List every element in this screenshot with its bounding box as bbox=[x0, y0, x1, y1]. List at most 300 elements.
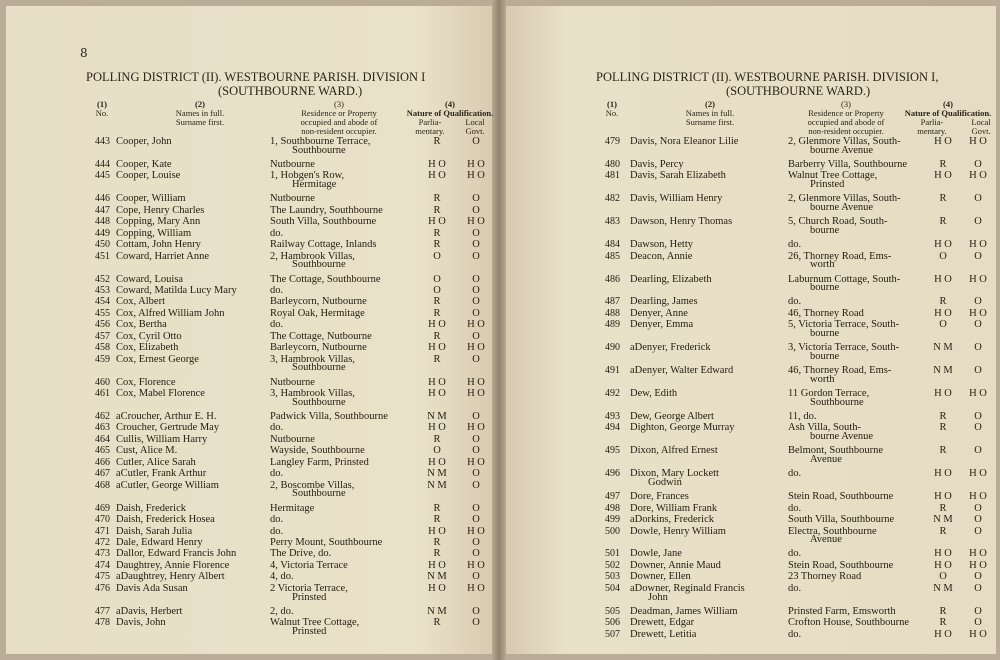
entry-residence: do. bbox=[788, 239, 802, 251]
entry-residence: do. bbox=[270, 525, 284, 537]
entry-local: H O bbox=[969, 548, 987, 560]
entry-name: Cooper, Kate bbox=[116, 158, 172, 170]
entry-residence: 46, Thorney Road, Ems- bbox=[788, 365, 892, 377]
entry-name: aDorkins, Frederick bbox=[630, 514, 714, 525]
entry-number: 498 bbox=[605, 502, 620, 514]
entry-residence-cont: Prinsted bbox=[810, 179, 845, 191]
entry-name: Dowle, Henry William bbox=[630, 525, 726, 537]
entry-local: O bbox=[472, 514, 480, 525]
col-num-marker: (3) bbox=[841, 99, 851, 109]
entry-parliamentary: R bbox=[433, 502, 441, 514]
entry-residence-cont: Avenue bbox=[810, 534, 842, 546]
entry-parliamentary: O bbox=[939, 571, 947, 583]
col-num-marker: (4) bbox=[943, 99, 953, 109]
entry-residence-cont: worth bbox=[810, 259, 835, 271]
entry-residence: The Cottage, Nutbourne bbox=[270, 330, 372, 342]
entry-name: Deacon, Annie bbox=[630, 250, 693, 262]
entry-parliamentary: H O bbox=[428, 559, 446, 571]
entry-parliamentary: O bbox=[433, 250, 441, 262]
entry-local: H O bbox=[467, 422, 485, 434]
entry-parliamentary: R bbox=[433, 239, 441, 251]
col-num-marker: (1) bbox=[607, 99, 617, 109]
entry-local: O bbox=[472, 433, 480, 445]
entry-name: Coward, Louisa bbox=[116, 273, 184, 285]
entry-number: 460 bbox=[95, 376, 110, 388]
right-col-qualification-head bbox=[902, 100, 994, 118]
entry-local: H O bbox=[467, 342, 485, 354]
entry-residence-cont: Prinsted bbox=[292, 591, 327, 603]
left-col-residence-head bbox=[284, 100, 394, 136]
entry-residence: 2, Glenmore Villas, South- bbox=[788, 193, 901, 205]
entry-local: O bbox=[974, 250, 982, 262]
entry-number: 454 bbox=[95, 296, 110, 308]
entry-number: 471 bbox=[95, 525, 110, 537]
entry-residence: Belmont, Southbourne bbox=[788, 445, 884, 457]
entry-parliamentary: N M bbox=[427, 479, 447, 491]
entry-name: aDaughtrey, Henry Albert bbox=[116, 571, 225, 583]
entry-residence-cont: bourne Avenue bbox=[810, 431, 874, 443]
entry-number: 464 bbox=[95, 433, 110, 445]
entry-local: O bbox=[974, 365, 982, 377]
left-header-ward: (SOUTHBOURNE WARD.) bbox=[218, 84, 363, 98]
entry-parliamentary: N M bbox=[933, 514, 953, 525]
entry-number: 448 bbox=[95, 216, 110, 228]
entry-local: O bbox=[472, 502, 480, 514]
entry-parliamentary: R bbox=[433, 353, 441, 365]
entry-local: O bbox=[472, 136, 480, 147]
col-label: mentary. bbox=[415, 126, 445, 136]
entry-name: Dawson, Henry Thomas bbox=[630, 216, 733, 228]
entry-residence: 1, Hobgen's Row, bbox=[270, 170, 345, 182]
entry-residence: Royal Oak, Hermitage bbox=[270, 307, 365, 319]
entry-name: aCutler, George William bbox=[116, 479, 219, 491]
entry-name: Cooper, William bbox=[116, 193, 186, 205]
entry-local: O bbox=[472, 204, 480, 216]
col-label: Local bbox=[971, 117, 991, 127]
entry-name: Davis, Sarah Elizabeth bbox=[630, 170, 726, 182]
entry-number: 491 bbox=[605, 365, 620, 377]
entry-name: Dallor, Edward Francis John bbox=[116, 548, 237, 560]
entry-number: 451 bbox=[95, 250, 110, 262]
entry-name: Denyer, Anne bbox=[630, 307, 688, 319]
entry-residence: Walnut Tree Cottage, bbox=[270, 617, 360, 629]
entry-number: 485 bbox=[605, 250, 620, 262]
entry-local: H O bbox=[969, 491, 987, 503]
entry-number: 470 bbox=[95, 514, 110, 525]
col-label: Surname first. bbox=[685, 117, 735, 127]
entry-name: Cox, Cyril Otto bbox=[116, 330, 182, 342]
col-label: Parlia- bbox=[920, 117, 944, 127]
entry-residence-cont: worth bbox=[810, 373, 835, 385]
entry-residence: Railway Cottage, Inlands bbox=[270, 239, 377, 251]
entry-local: H O bbox=[969, 559, 987, 571]
entry-residence-cont: bourne bbox=[810, 282, 840, 294]
entry-name: Cope, Henry Charles bbox=[116, 204, 205, 216]
left-col-qualification-head bbox=[400, 100, 500, 118]
entry-residence-cont: Southbourne bbox=[292, 396, 346, 408]
entry-residence-cont: Hermitage bbox=[292, 179, 337, 191]
entry-residence: do. bbox=[270, 422, 284, 434]
entry-parliamentary: R bbox=[939, 296, 947, 308]
entry-parliamentary: R bbox=[433, 514, 441, 525]
entry-name: Dearling, James bbox=[630, 296, 698, 308]
entry-parliamentary: R bbox=[939, 617, 947, 629]
entry-residence: do. bbox=[270, 227, 284, 239]
entry-number: 483 bbox=[605, 216, 620, 228]
entry-residence: Langley Farm, Prinsted bbox=[270, 456, 369, 468]
entry-number: 505 bbox=[605, 605, 620, 617]
entry-local: O bbox=[472, 468, 480, 480]
entry-local: H O bbox=[467, 388, 485, 399]
entry-residence: Hermitage bbox=[270, 502, 315, 514]
entry-local: O bbox=[472, 227, 480, 239]
entry-local: O bbox=[472, 307, 480, 319]
entry-name: Drewett, Edgar bbox=[630, 617, 695, 629]
entry-local: H O bbox=[969, 307, 987, 319]
entry-number: 459 bbox=[95, 353, 110, 365]
left-col-number-head bbox=[88, 100, 116, 118]
entry-name: Davis, Percy bbox=[630, 158, 684, 170]
col-label: Parlia- bbox=[418, 117, 442, 127]
entry-residence: Wayside, Southbourne bbox=[270, 445, 365, 457]
entry-parliamentary: N M bbox=[427, 605, 447, 617]
entry-residence: do. bbox=[788, 502, 802, 514]
entry-residence: 3, Victoria Terrace, South- bbox=[788, 342, 900, 354]
entry-parliamentary: H O bbox=[428, 216, 446, 228]
entry-number: 487 bbox=[605, 296, 620, 308]
entry-residence: Stein Road, Southbourne bbox=[788, 491, 894, 503]
entry-residence: 2, Glenmore Villas, South- bbox=[788, 136, 901, 147]
entry-local: O bbox=[472, 548, 480, 560]
entry-name: Dew, Edith bbox=[630, 388, 678, 399]
entry-name: Cooper, John bbox=[116, 136, 172, 147]
entry-name: Coward, Matilda Lucy Mary bbox=[116, 284, 237, 296]
entry-parliamentary: H O bbox=[428, 456, 446, 468]
right-col-parliamentary-head bbox=[912, 118, 952, 136]
entry-name: Cox, Alfred William John bbox=[116, 307, 225, 319]
entry-parliamentary: R bbox=[433, 548, 441, 560]
entry-local: H O bbox=[969, 388, 987, 399]
entry-number: 503 bbox=[605, 571, 620, 583]
entry-number: 469 bbox=[95, 502, 110, 514]
entry-parliamentary: H O bbox=[428, 525, 446, 537]
entry-parliamentary: R bbox=[433, 227, 441, 239]
entry-parliamentary: H O bbox=[934, 239, 952, 251]
entry-number: 467 bbox=[95, 468, 110, 480]
col-label: Surname first. bbox=[175, 117, 225, 127]
entry-residence: The Cottage, Southbourne bbox=[270, 273, 381, 285]
entry-number: 480 bbox=[605, 158, 620, 170]
entry-local: H O bbox=[467, 376, 485, 388]
entry-residence: do. bbox=[788, 548, 802, 560]
entry-name: Croucher, Gertrude May bbox=[116, 422, 220, 434]
entry-parliamentary: R bbox=[939, 216, 947, 228]
entry-number: 501 bbox=[605, 548, 620, 560]
entry-residence: South Villa, Southbourne bbox=[788, 514, 895, 525]
entry-number: 466 bbox=[95, 456, 110, 468]
entry-local: O bbox=[974, 605, 982, 617]
col-label: non-resident occupier. bbox=[301, 126, 377, 136]
entry-name: Cottam, John Henry bbox=[116, 239, 201, 251]
entry-local: O bbox=[472, 617, 480, 629]
entry-parliamentary: R bbox=[939, 445, 947, 457]
entry-residence: Nutbourne bbox=[270, 193, 315, 205]
entry-name: Davis, William Henry bbox=[630, 193, 723, 205]
entry-local: O bbox=[974, 502, 982, 514]
entry-number: 494 bbox=[605, 422, 620, 434]
col-label: non-resident occupier. bbox=[808, 126, 884, 136]
entry-local: O bbox=[472, 239, 480, 251]
entry-residence: Nutbourne bbox=[270, 158, 315, 170]
entry-parliamentary: R bbox=[939, 410, 947, 422]
left-col-local-head bbox=[460, 118, 490, 136]
entry-number: 457 bbox=[95, 330, 110, 342]
entry-number: 497 bbox=[605, 491, 620, 503]
entry-residence-cont: Southbourne bbox=[810, 396, 864, 408]
col-num-marker: (2) bbox=[705, 99, 715, 109]
col-label: Names in full. bbox=[175, 108, 225, 118]
entry-residence: do. bbox=[788, 582, 802, 594]
col-label: occupied and abode of bbox=[300, 117, 378, 127]
entry-number: 443 bbox=[95, 136, 110, 147]
entry-name: Daughtrey, Annie Florence bbox=[116, 559, 230, 571]
entry-number: 468 bbox=[95, 479, 110, 491]
entry-residence: 5, Church Road, South- bbox=[788, 216, 888, 228]
entry-name: Daish, Sarah Julia bbox=[116, 525, 193, 537]
entry-number: 450 bbox=[95, 239, 110, 251]
entry-number: 444 bbox=[95, 158, 110, 170]
entry-parliamentary: R bbox=[433, 204, 441, 216]
entry-local: O bbox=[974, 582, 982, 594]
entry-parliamentary: H O bbox=[934, 548, 952, 560]
entry-local: O bbox=[472, 296, 480, 308]
left-col-parliamentary-head bbox=[412, 118, 448, 136]
entry-local: H O bbox=[969, 170, 987, 182]
entry-local: H O bbox=[467, 170, 485, 182]
entry-parliamentary: R bbox=[939, 422, 947, 434]
entry-parliamentary: N M bbox=[933, 342, 953, 354]
entry-residence: 26, Thorney Road, Ems- bbox=[788, 250, 892, 262]
entry-local: O bbox=[472, 250, 480, 262]
entry-parliamentary: H O bbox=[934, 170, 952, 182]
entry-residence-cont: Avenue bbox=[810, 454, 842, 466]
entry-local: O bbox=[472, 330, 480, 342]
entry-number: 507 bbox=[605, 628, 620, 640]
left-header-title: POLLING DISTRICT (II). WESTBOURNE PARISH. DIVISION I bbox=[86, 70, 426, 84]
entry-residence: Prinsted Farm, Emsworth bbox=[788, 605, 896, 617]
entry-name-cont: Godwin bbox=[648, 477, 682, 489]
entry-name: Downer, Annie Maud bbox=[630, 559, 721, 571]
entry-parliamentary: H O bbox=[428, 342, 446, 354]
col-num-marker: (1) bbox=[97, 99, 107, 109]
entry-parliamentary: H O bbox=[428, 582, 446, 594]
entry-parliamentary: R bbox=[433, 433, 441, 445]
entry-residence: Barleycorn, Nutbourne bbox=[270, 296, 367, 308]
entry-parliamentary: H O bbox=[934, 468, 952, 480]
col-label: No. bbox=[605, 108, 619, 118]
entry-local: O bbox=[974, 158, 982, 170]
col-label: Govt. bbox=[971, 126, 991, 136]
entry-name: Daish, Frederick bbox=[116, 502, 186, 514]
entry-residence: do. bbox=[788, 628, 802, 640]
entry-residence: do. bbox=[270, 284, 284, 296]
entry-parliamentary: R bbox=[939, 525, 947, 537]
entry-name: Davis Ada Susan bbox=[116, 582, 188, 594]
entry-number: 453 bbox=[95, 284, 110, 296]
entry-name: Cutler, Alice Sarah bbox=[116, 456, 196, 468]
entry-residence: Nutbourne bbox=[270, 376, 315, 388]
entry-residence-cont: Southbourne bbox=[292, 488, 346, 500]
entry-parliamentary: R bbox=[433, 296, 441, 308]
entry-residence: Electra, Southbourne bbox=[788, 525, 877, 537]
entry-name: aCroucher, Arthur E. H. bbox=[116, 410, 217, 422]
entry-local: H O bbox=[969, 468, 987, 480]
book-gutter bbox=[492, 0, 506, 660]
entry-name: Daish, Frederick Hosea bbox=[116, 514, 215, 525]
entry-parliamentary: H O bbox=[934, 307, 952, 319]
entry-parliamentary: R bbox=[433, 536, 441, 548]
entry-parliamentary: O bbox=[433, 273, 441, 285]
entry-name: Coward, Harriet Anne bbox=[116, 250, 210, 262]
entry-parliamentary: H O bbox=[428, 376, 446, 388]
entry-name: Davis, Nora Eleanor Lilie bbox=[630, 136, 739, 147]
entry-residence: do. bbox=[788, 468, 802, 480]
entry-parliamentary: H O bbox=[428, 319, 446, 331]
entry-number: 484 bbox=[605, 239, 620, 251]
entry-parliamentary: R bbox=[433, 617, 441, 629]
entry-parliamentary: R bbox=[939, 605, 947, 617]
entry-number: 449 bbox=[95, 227, 110, 239]
entry-number: 458 bbox=[95, 342, 110, 354]
col-label: mentary. bbox=[917, 126, 947, 136]
entry-number: 481 bbox=[605, 170, 620, 182]
entry-parliamentary: N M bbox=[427, 410, 447, 422]
entry-parliamentary: H O bbox=[934, 491, 952, 503]
entry-local: O bbox=[472, 193, 480, 205]
entry-parliamentary: O bbox=[433, 284, 441, 296]
entry-number: 495 bbox=[605, 445, 620, 457]
left-col-name-head bbox=[140, 100, 260, 127]
entry-residence: Barberry Villa, Southbourne bbox=[788, 158, 908, 170]
entry-residence: do. bbox=[270, 468, 284, 480]
entry-parliamentary: O bbox=[939, 250, 947, 262]
entry-residence: 1, Southbourne Terrace, bbox=[270, 136, 371, 147]
entry-name: aDenyer, Walter Edward bbox=[630, 365, 734, 377]
entry-number: 445 bbox=[95, 170, 110, 182]
entry-name: Downer, Ellen bbox=[630, 571, 691, 583]
entry-number: 482 bbox=[605, 193, 620, 205]
page-number: 8 bbox=[80, 46, 88, 60]
entry-local: H O bbox=[969, 273, 987, 285]
entry-name: Dore, William Frank bbox=[630, 502, 718, 514]
entry-residence: Ash Villa, South- bbox=[788, 422, 861, 434]
entry-number: 446 bbox=[95, 193, 110, 205]
entry-residence: 5, Victoria Terrace, South- bbox=[788, 319, 900, 331]
entry-number: 488 bbox=[605, 307, 620, 319]
entry-residence-cont: bourne Avenue bbox=[810, 144, 874, 156]
entry-number: 472 bbox=[95, 536, 110, 548]
entry-local: H O bbox=[467, 216, 485, 228]
entry-name: Drewett, Letitia bbox=[630, 628, 697, 640]
entry-residence: 4, do. bbox=[270, 571, 294, 583]
entry-name: aDenyer, Frederick bbox=[630, 342, 711, 354]
entry-residence: do. bbox=[788, 296, 802, 308]
entry-local: H O bbox=[969, 628, 987, 640]
entry-residence: Nutbourne bbox=[270, 433, 315, 445]
entry-residence: The Laundry, Southbourne bbox=[270, 204, 383, 216]
entry-name: Cox, Albert bbox=[116, 296, 165, 308]
entry-number: 465 bbox=[95, 445, 110, 457]
entry-parliamentary: H O bbox=[934, 559, 952, 571]
entry-name: Cooper, Louise bbox=[116, 170, 181, 182]
col-label: Residence or Property bbox=[808, 108, 884, 118]
entry-parliamentary: N M bbox=[933, 365, 953, 377]
entry-residence: South Villa, Southbourne bbox=[270, 216, 377, 228]
entry-number: 474 bbox=[95, 559, 110, 571]
entry-number: 447 bbox=[95, 204, 110, 216]
entry-name: aCutler, Frank Arthur bbox=[116, 468, 207, 480]
entry-number: 463 bbox=[95, 422, 110, 434]
entry-local: O bbox=[974, 525, 982, 537]
right-col-number-head bbox=[598, 100, 626, 118]
entry-name: Dawson, Hetty bbox=[630, 239, 693, 251]
entry-residence-cont: bourne bbox=[810, 225, 840, 237]
entry-residence: 11, do. bbox=[788, 410, 817, 422]
entry-parliamentary: R bbox=[433, 193, 441, 205]
entry-local: O bbox=[974, 422, 982, 434]
entry-number: 493 bbox=[605, 410, 620, 422]
entry-residence: Perry Mount, Southbourne bbox=[270, 536, 383, 548]
entry-residence-cont: bourne Avenue bbox=[810, 202, 874, 214]
entry-name-cont: John bbox=[648, 591, 668, 603]
entry-local: O bbox=[472, 536, 480, 548]
entry-residence: do. bbox=[270, 514, 284, 525]
entry-number: 502 bbox=[605, 559, 620, 571]
entry-residence: Crofton House, Southbourne bbox=[788, 617, 910, 629]
right-header-title: POLLING DISTRICT (II). WESTBOURNE PARISH. DIVISION I, bbox=[596, 70, 939, 84]
entry-name: Cullis, William Harry bbox=[116, 433, 208, 445]
col-label: Nature of Qualification. bbox=[904, 108, 992, 118]
col-num-marker: (4) bbox=[445, 99, 455, 109]
entry-name: Dowle, Jane bbox=[630, 548, 682, 560]
entry-number: 486 bbox=[605, 273, 620, 285]
col-num-marker: (2) bbox=[195, 99, 205, 109]
entry-parliamentary: O bbox=[433, 445, 441, 457]
entry-residence: 2, do. bbox=[270, 605, 294, 617]
entry-name: Dixon, Mary Lockett bbox=[630, 468, 719, 480]
entry-residence-cont: Southbourne bbox=[292, 144, 346, 156]
entry-parliamentary: N M bbox=[933, 582, 953, 594]
entry-name: Dore, Frances bbox=[630, 491, 689, 503]
entry-name: Cox, Mabel Florence bbox=[116, 388, 205, 399]
entry-number: 462 bbox=[95, 410, 110, 422]
entry-parliamentary: H O bbox=[934, 388, 952, 399]
col-label: No. bbox=[95, 108, 109, 118]
entry-local: O bbox=[974, 571, 982, 583]
entry-residence: Stein Road, Southbourne bbox=[788, 559, 894, 571]
entry-number: 479 bbox=[605, 136, 620, 147]
entry-name: Denyer, Emma bbox=[630, 319, 694, 331]
entry-residence: Barleycorn, Nutbourne bbox=[270, 342, 367, 354]
entry-residence: 2 Victoria Terrace, bbox=[270, 582, 348, 594]
entry-name: Dixon, Alfred Ernest bbox=[630, 445, 718, 457]
entry-parliamentary: H O bbox=[428, 422, 446, 434]
right-col-name-head bbox=[650, 100, 770, 127]
entry-number: 475 bbox=[95, 571, 110, 583]
entry-parliamentary: H O bbox=[934, 136, 952, 147]
entry-parliamentary: N M bbox=[427, 571, 447, 583]
entry-name: Deadman, James William bbox=[630, 605, 738, 617]
